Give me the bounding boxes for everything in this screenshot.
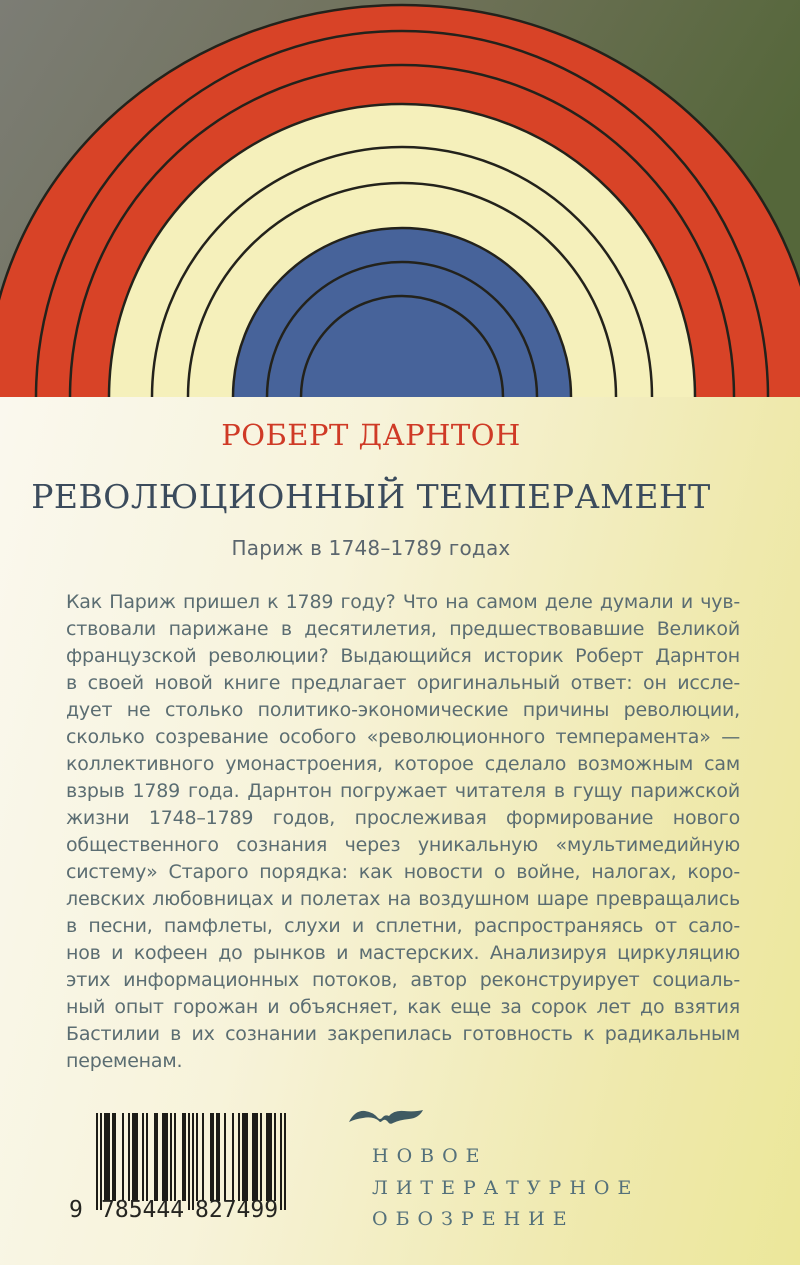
barcode-group-1: 785444: [101, 1197, 185, 1223]
publisher-name-line-2: ЛИТЕРАТУРНОЕ: [372, 1176, 640, 1199]
publisher-logo-icon: [349, 1106, 423, 1128]
barcode-bar: [122, 1113, 124, 1201]
barcode-bar: [162, 1113, 168, 1201]
annotation-line: нов и кофеен до рынков и мастерских. Анализируя циркуляцию: [66, 942, 740, 964]
barcode-bar: [174, 1113, 176, 1201]
barcode-bar: [142, 1113, 144, 1201]
cover-artwork: [0, 0, 800, 397]
annotation-line: коллективного умонастроения, которое сделало возможным сам: [66, 753, 740, 775]
barcode-bars: [96, 1113, 286, 1210]
author-name: РОБЕРТ ДАРНТОН: [221, 418, 521, 452]
barcode-bar: [280, 1113, 282, 1210]
publisher-name-line-1: НОВОЕ: [372, 1145, 488, 1167]
barcode-bar: [284, 1113, 286, 1210]
barcode-bar: [274, 1113, 276, 1201]
annotation-line: систему» Старого порядка: как новости о войне, налогах, коро-: [66, 861, 740, 883]
text-panel: [0, 397, 800, 1265]
barcode-bar: [192, 1113, 194, 1210]
barcode-bar: [170, 1113, 172, 1201]
annotation-text: [66, 589, 740, 1075]
barcode-bar: [216, 1113, 220, 1201]
barcode-bar: [232, 1113, 234, 1201]
annotation-line: левских любовницах и полетах на воздушном шаре превращались: [66, 888, 740, 910]
annotation-line: сколько созревание особого «революционного темперамента» —: [66, 726, 740, 748]
book-title: РЕВОЛЮЦИОННЫЙ ТЕМПЕРАМЕНТ: [31, 477, 711, 516]
annotation-line: переменам.: [66, 1050, 183, 1072]
annotation-line: французской революции? Выдающийся историк Роберт Дарнтон: [66, 645, 740, 667]
annotation-line: дует не столько политико-экономические причины революции,: [66, 699, 740, 721]
barcode-bar: [224, 1113, 226, 1201]
barcode-group-2: 827499: [195, 1197, 279, 1223]
annotation-line: взрыв 1789 года. Дарнтон погружает читателя в гущу парижской: [66, 780, 740, 802]
concentric-arcs-graphic: [0, 0, 800, 397]
publisher-block: [347, 1106, 639, 1236]
barcode-lead-digit: 9: [69, 1197, 83, 1223]
barcode-bar: [196, 1113, 198, 1201]
annotation-line: в своей новой книге предлагает оригинальный ответ: он иссле-: [66, 672, 740, 694]
publisher-name: [372, 1141, 639, 1236]
barcode-bar: [96, 1113, 98, 1210]
annotation-line: Как Париж пришел к 1789 году? Что на самом деле думали и чув-: [66, 591, 740, 613]
barcode-bar: [202, 1113, 204, 1201]
barcode-bar: [242, 1113, 248, 1201]
barcode-number: [69, 1197, 286, 1227]
barcode-bar: [238, 1113, 240, 1201]
barcode-bar: [182, 1113, 186, 1201]
barcode-bar: [266, 1113, 272, 1201]
annotation-line: ный опыт горожан и объясняет, как еще за сорок лет до взятия: [66, 996, 740, 1018]
barcode-bar: [210, 1113, 214, 1201]
annotation-line: Бастилии в их сознании закрепилась готовность к радикальным: [66, 1023, 740, 1045]
barcode-bar: [252, 1113, 258, 1201]
heading-block: [0, 418, 742, 560]
barcode-bar: [146, 1113, 148, 1201]
barcode-bar: [100, 1113, 102, 1210]
book-subtitle: Париж в 1748–1789 годах: [231, 536, 511, 560]
annotation-line: этих информационных потоков, автор реконструирует социаль-: [66, 969, 740, 991]
barcode-bar: [188, 1113, 190, 1210]
isbn-barcode: [69, 1113, 286, 1237]
annotation-line: в песни, памфлеты, слухи и сплетни, распространяясь от сало-: [66, 915, 740, 937]
barcode-bar: [104, 1113, 110, 1201]
barcode-bar: [132, 1113, 138, 1201]
barcode-bar: [128, 1113, 130, 1201]
barcode-bar: [260, 1113, 262, 1201]
barcode-bar: [112, 1113, 116, 1201]
annotation-line: ствовали парижане в десятилетия, предшествовавшие Великой: [66, 618, 740, 640]
annotation-line: жизни 1748–1789 годов, прослеживая формирование нового: [66, 807, 740, 829]
publisher-name-line-3: ОБОЗРЕНИЕ: [372, 1208, 575, 1230]
annotation-line: общественного сознания через уникальную «мультимедийную: [66, 834, 740, 856]
barcode-bar: [154, 1113, 158, 1201]
